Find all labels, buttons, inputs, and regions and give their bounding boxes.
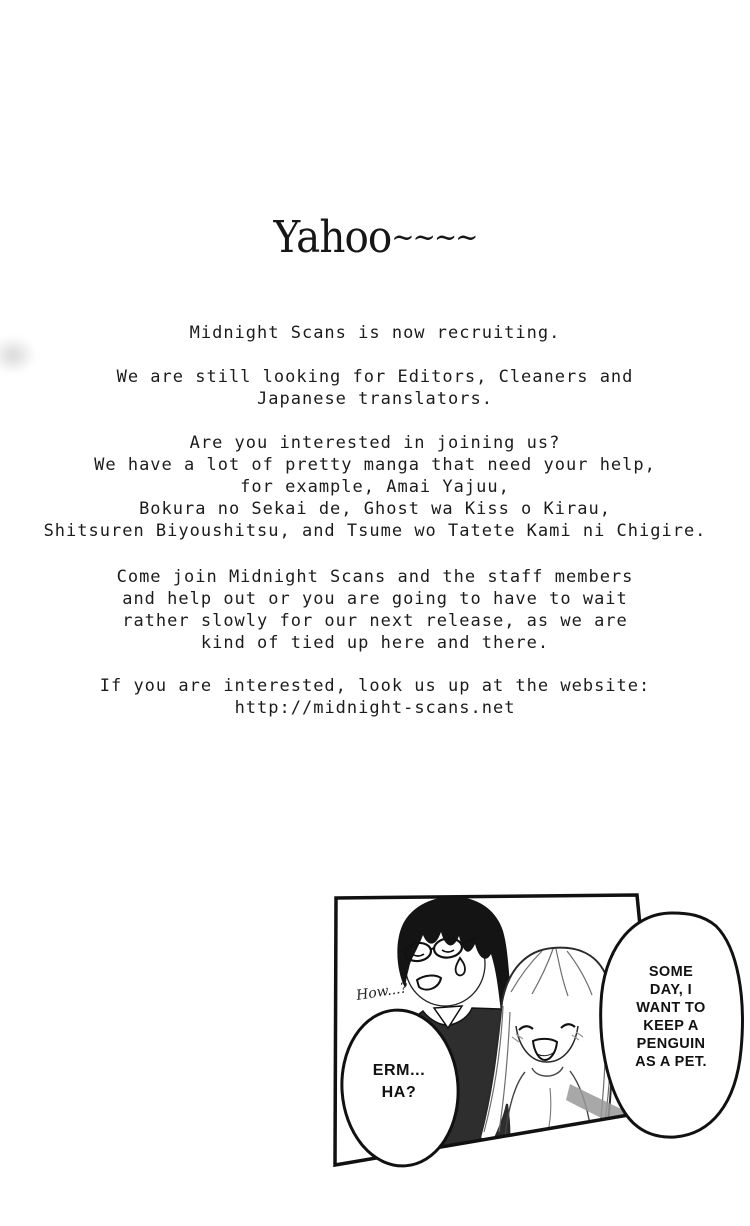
penguin-bubble-line: PENGUIN [636,1036,706,1052]
paragraph-looking-for [0,366,750,410]
text-line: Shitsuren Biyoushitsu, and Tsume wo Tatete Kami ni Chigire. [43,521,707,541]
text-line: We are still looking for Editors, Cleaners and [116,367,634,387]
website-url: http://midnight-scans.net [234,698,516,718]
erm-bubble-line: ERM... [372,1062,426,1079]
text-line: rather slowly for our next release, as we are [122,611,628,631]
text-line: If you are interested, look us up at the website: [99,676,651,696]
penguin-bubble-line: WANT TO [636,1000,706,1016]
text-line: We have a lot of pretty manga that need your help, [94,455,656,475]
manga-panel [320,878,750,1226]
how-text: How...? [355,980,409,1004]
erm-bubble-line: HA? [381,1084,417,1101]
paragraph-recruiting [0,322,750,344]
text-line: Come join Midnight Scans and the staff members [116,567,634,587]
paragraph-interested [0,432,750,542]
page-title-word: Yahoo [273,212,392,263]
text-line: kind of tied up here and there. [200,633,550,653]
text-line: and help out or you are going to have to wait [122,589,628,609]
penguin-bubble-line: AS A PET. [635,1054,707,1070]
text-line: Midnight Scans is now recruiting. [189,323,561,343]
penguin-bubble-line: DAY, I [649,982,693,998]
text-line: Are you interested in joining us? [189,433,561,453]
paragraph-come-join [0,566,750,654]
penguin-speech-bubble [601,913,743,1137]
page-title-squiggle: ~~~~ [391,220,477,255]
page-title [30,212,720,263]
penguin-bubble-line: SOME [648,964,694,980]
text-line: Japanese translators. [257,389,493,409]
text-line: Bokura no Sekai de, Ghost wa Kiss o Kirau, [139,499,611,519]
text-line: for example, Amai Yajuu, [240,477,510,497]
paragraph-website [0,675,750,719]
penguin-bubble-line: KEEP A [643,1018,699,1034]
